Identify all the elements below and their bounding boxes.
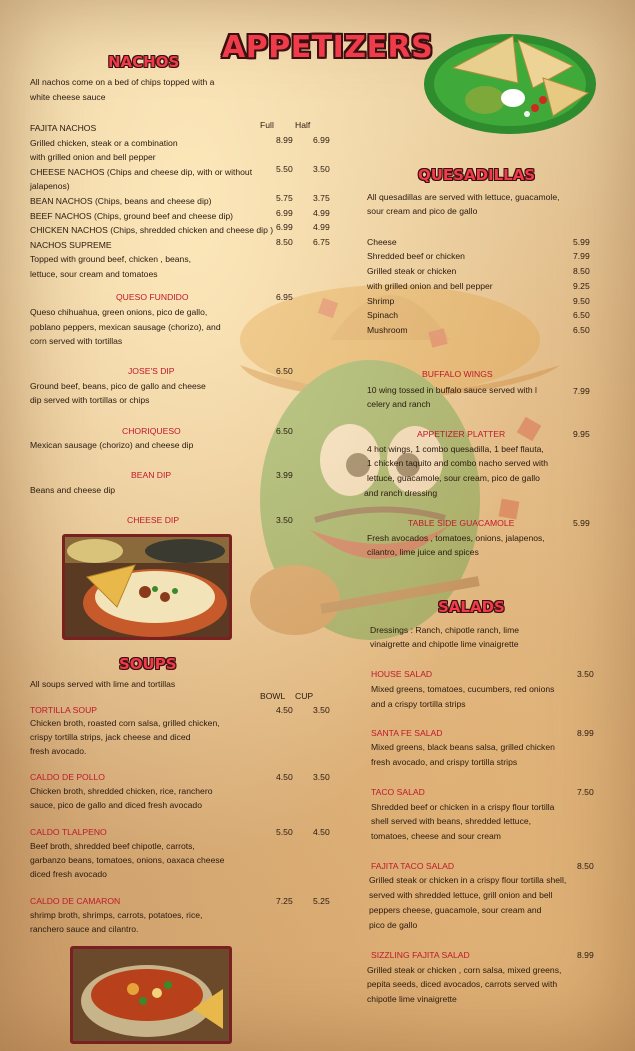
soup-price-cup: 3.50 [313, 705, 330, 715]
quesadilla-plate-photo [423, 28, 598, 136]
salad-desc: Grilled steak or chicken , corn salsa, mixed greens, [367, 965, 562, 975]
soup-price-bowl: 5.50 [276, 827, 293, 837]
nachos-row [30, 176, 340, 191]
cheese-dip-illustration [65, 537, 229, 637]
special-desc: and ranch dressing [364, 488, 438, 498]
nachos-price-half: 6.99 [313, 134, 330, 145]
nachos-price-half: 3.75 [313, 192, 330, 203]
nachos-row-text: Grilled chicken, steak or a combination [30, 137, 178, 148]
quesadilla-price: 6.50 [573, 310, 590, 320]
cheese-dip-photo [62, 534, 232, 640]
dip-name: BEAN DIP [131, 470, 172, 480]
soups-col-bowl: BOWL [260, 691, 286, 701]
soup-desc: Chicken broth, shredded chicken, rice, ranchero [30, 786, 213, 796]
soup-desc: ranchero sauce and cilantro. [30, 924, 139, 934]
dip-price: 3.99 [276, 470, 293, 480]
section-title-salads: SALADS [438, 598, 505, 616]
soup-name: TORTILLA SOUP [30, 705, 98, 715]
nachos-row [30, 206, 340, 221]
tortilla-soup-photo [70, 946, 232, 1044]
nachos-price-full: 5.50 [276, 163, 293, 174]
soups-col-cup: CUP [295, 691, 314, 701]
dip-name: JOSE'S DIP [128, 366, 175, 376]
nachos-price-full: 8.99 [276, 134, 293, 145]
salad-name: SIZZLING FAJITA SALAD [371, 950, 470, 960]
nachos-row-text: NACHOS SUPREME [30, 239, 112, 250]
quesadilla-item: Grilled steak or chicken [367, 266, 457, 276]
soup-price-bowl: 4.50 [276, 772, 293, 782]
soup-price-cup: 3.50 [313, 772, 330, 782]
nachos-price-half: 4.99 [313, 222, 330, 233]
salad-desc: Shredded beef or chicken in a crispy flour tortilla [371, 802, 555, 812]
salad-desc: tomatoes, cheese and sour cream [371, 831, 501, 841]
soups-intro: All soups served with lime and tortillas [30, 679, 176, 689]
dip-desc: Ground beef, beans, pico de gallo and cheese [30, 381, 206, 391]
quesadilla-price: 9.50 [573, 296, 590, 306]
tortilla-soup-illustration [73, 949, 229, 1041]
salads-intro-line2: vinaigrette and chipotle lime vinaigrette [370, 639, 519, 649]
nachos-row [30, 191, 340, 206]
soup-desc: diced fresh avocado [30, 869, 107, 879]
salad-desc: served with shredded lettuce, grill onion and bell [369, 890, 553, 900]
nachos-row-text: CHICKEN NACHOS (Chips, shredded chicken and cheese dip ) [30, 225, 274, 236]
salad-desc: pepita seeds, diced avocados, carrots served with [367, 979, 558, 989]
special-name: BUFFALO WINGS [422, 369, 493, 379]
salad-desc: peppers cheese, guacamole, sour cream and [369, 905, 542, 915]
salad-desc: Grilled steak or chicken in a crispy flour tortilla shell, [369, 875, 567, 885]
salad-price: 3.50 [577, 669, 594, 679]
nachos-col-full: Full [260, 120, 274, 130]
soup-desc: Chicken broth, roasted corn salsa, grilled chicken, [30, 718, 220, 728]
nachos-row-text: CHEESE NACHOS (Chips and cheese dip, with or without [30, 166, 253, 177]
special-price: 9.95 [573, 429, 590, 439]
nachos-row [30, 162, 340, 177]
nachos-row-text: BEEF NACHOS (Chips, ground beef and cheese dip) [30, 210, 234, 221]
special-desc: 10 wing tossed in buffalo sauce served with l [367, 385, 537, 395]
special-desc: lettuce, guacamole, sour cream, pico de gallo [367, 473, 540, 483]
quesadilla-item: Mushroom [367, 325, 408, 335]
dip-desc: Queso chihuahua, green onions, pico de gallo, [30, 307, 208, 317]
nachos-price-full: 6.99 [276, 222, 293, 233]
dip-name: CHORIQUESO [122, 426, 181, 436]
dip-price: 6.50 [276, 366, 293, 376]
nachos-price-half: 3.50 [313, 163, 330, 174]
quesadilla-item: Shrimp [367, 296, 395, 306]
salad-name: TACO SALAD [371, 787, 425, 797]
special-price: 7.99 [573, 386, 590, 396]
section-title-soups: SOUPS [119, 655, 177, 673]
salad-desc: Mixed greens, black beans salsa, grilled chicken [371, 742, 555, 752]
salad-name: HOUSE SALAD [371, 669, 433, 679]
nachos-row-text: jalapenos) [30, 181, 70, 192]
soup-name: CALDO DE CAMARON [30, 896, 121, 906]
nachos-row-text: Topped with ground beef, chicken , beans, [30, 254, 192, 265]
salad-name: FAJITA TACO SALAD [371, 861, 455, 871]
section-title-nachos: NACHOS [108, 53, 180, 71]
quesadillas-intro-line1: All quesadillas are served with lettuce, guacamole, [367, 192, 560, 202]
special-desc: 1 chicken taquito and combo nacho served with [367, 458, 549, 468]
salad-price: 8.50 [577, 861, 594, 871]
soup-desc: crispy tortilla strips, jack cheese and diced [30, 732, 191, 742]
nachos-row-text: lettuce, sour cream and tomatoes [30, 268, 158, 279]
nachos-row-text: with grilled onion and bell pepper [30, 152, 156, 163]
soup-name: CALDO TLALPENO [30, 827, 107, 837]
quesadilla-price: 8.50 [573, 266, 590, 276]
soup-price-bowl: 7.25 [276, 896, 293, 906]
soup-desc: shrimp broth, shrimps, carrots, potatoes, rice, [30, 910, 203, 920]
page-title-appetizers: APPETIZERS [222, 30, 434, 65]
salad-price: 7.50 [577, 787, 594, 797]
nachos-row [30, 249, 340, 264]
nachos-intro-line1: All nachos come on a bed of chips topped with a [30, 77, 215, 87]
salad-name: SANTA FE SALAD [371, 728, 443, 738]
nachos-row [30, 118, 340, 133]
special-desc: celery and ranch [367, 399, 431, 409]
quesadilla-price: 5.99 [573, 237, 590, 247]
dip-desc: dip served with tortillas or chips [30, 395, 150, 405]
quesadilla-price: 7.99 [573, 251, 590, 261]
soup-price-bowl: 4.50 [276, 705, 293, 715]
quesadilla-item: Cheese [367, 237, 397, 247]
soup-desc: garbanzo beans, tomatoes, onions, oaxaca cheese [30, 855, 225, 865]
quesadilla-item: Spinach [367, 310, 399, 320]
nachos-price-full: 8.50 [276, 236, 293, 247]
nachos-row-text: BEAN NACHOS (Chips, beans and cheese dip) [30, 195, 212, 206]
quesadilla-price: 9.25 [573, 281, 590, 291]
nachos-row [30, 220, 340, 235]
nachos-row [30, 133, 340, 148]
special-name: APPETIZER PLATTER [417, 429, 506, 439]
dip-price: 3.50 [276, 515, 293, 525]
soup-desc: Beef broth, shredded beef chipotle, carrots, [30, 841, 195, 851]
dip-desc: poblano peppers, mexican sausage (chorizo), and [30, 322, 221, 332]
special-price: 5.99 [573, 518, 590, 528]
quesadillas-intro-line2: sour cream and pico de gallo [367, 206, 478, 216]
dip-price: 6.50 [276, 426, 293, 436]
nachos-price-half: 4.99 [313, 207, 330, 218]
salad-desc: shell served with beans, shredded lettuce, [371, 816, 532, 826]
nachos-price-half: 6.75 [313, 236, 330, 247]
nachos-list [30, 118, 340, 279]
nachos-price-full: 5.75 [276, 192, 293, 203]
dip-name: QUESO FUNDIDO [116, 292, 189, 302]
nachos-row [30, 147, 340, 162]
dip-desc: Beans and cheese dip [30, 485, 116, 495]
nachos-col-half: Half [295, 120, 311, 130]
salad-desc: and a crispy tortilla strips [371, 699, 466, 709]
nachos-row-text: FAJITA NACHOS [30, 123, 97, 133]
dip-desc: corn served with tortillas [30, 336, 123, 346]
quesadilla-item: Shredded beef or chicken [367, 251, 465, 261]
salad-price: 8.99 [577, 950, 594, 960]
soup-name: CALDO DE POLLO [30, 772, 105, 782]
salad-desc: chipotle lime vinaigrette [367, 994, 457, 1004]
nachos-price-full: 6.99 [276, 207, 293, 218]
salads-intro-line1: Dressings : Ranch, chipotle ranch, lime [370, 625, 520, 635]
special-desc: cilantro, lime juice and spices [367, 547, 479, 557]
salad-desc: pico de gallo [369, 920, 418, 930]
special-desc: 4 hot wings, 1 combo quesadilla, 1 beef flauta, [367, 444, 544, 454]
nachos-row [30, 235, 340, 250]
section-title-quesadillas: QUESADILLAS [418, 166, 536, 184]
nachos-row [30, 264, 340, 279]
soup-price-cup: 5.25 [313, 896, 330, 906]
salad-desc: Mixed greens, tomatoes, cucumbers, red onions [371, 684, 555, 694]
dip-price: 6.95 [276, 292, 293, 302]
soup-desc: fresh avocado. [30, 746, 87, 756]
salad-price: 8.99 [577, 728, 594, 738]
dip-name: CHEESE DIP [127, 515, 180, 525]
dip-desc: Mexican sausage (chorizo) and cheese dip [30, 440, 194, 450]
soup-desc: sauce, pico de gallo and diced fresh avocado [30, 800, 202, 810]
salad-desc: fresh avocado, and crispy tortilla strips [371, 757, 518, 767]
nachos-intro-line2: white cheese sauce [30, 92, 106, 102]
quesadilla-price: 6.50 [573, 325, 590, 335]
special-desc: Fresh avocados , tomatoes, onions, jalapenos, [367, 533, 545, 543]
special-name: TABLE SIDE GUACAMOLE [408, 518, 515, 528]
soup-price-cup: 4.50 [313, 827, 330, 837]
quesadilla-item: with grilled onion and bell pepper [367, 281, 493, 291]
